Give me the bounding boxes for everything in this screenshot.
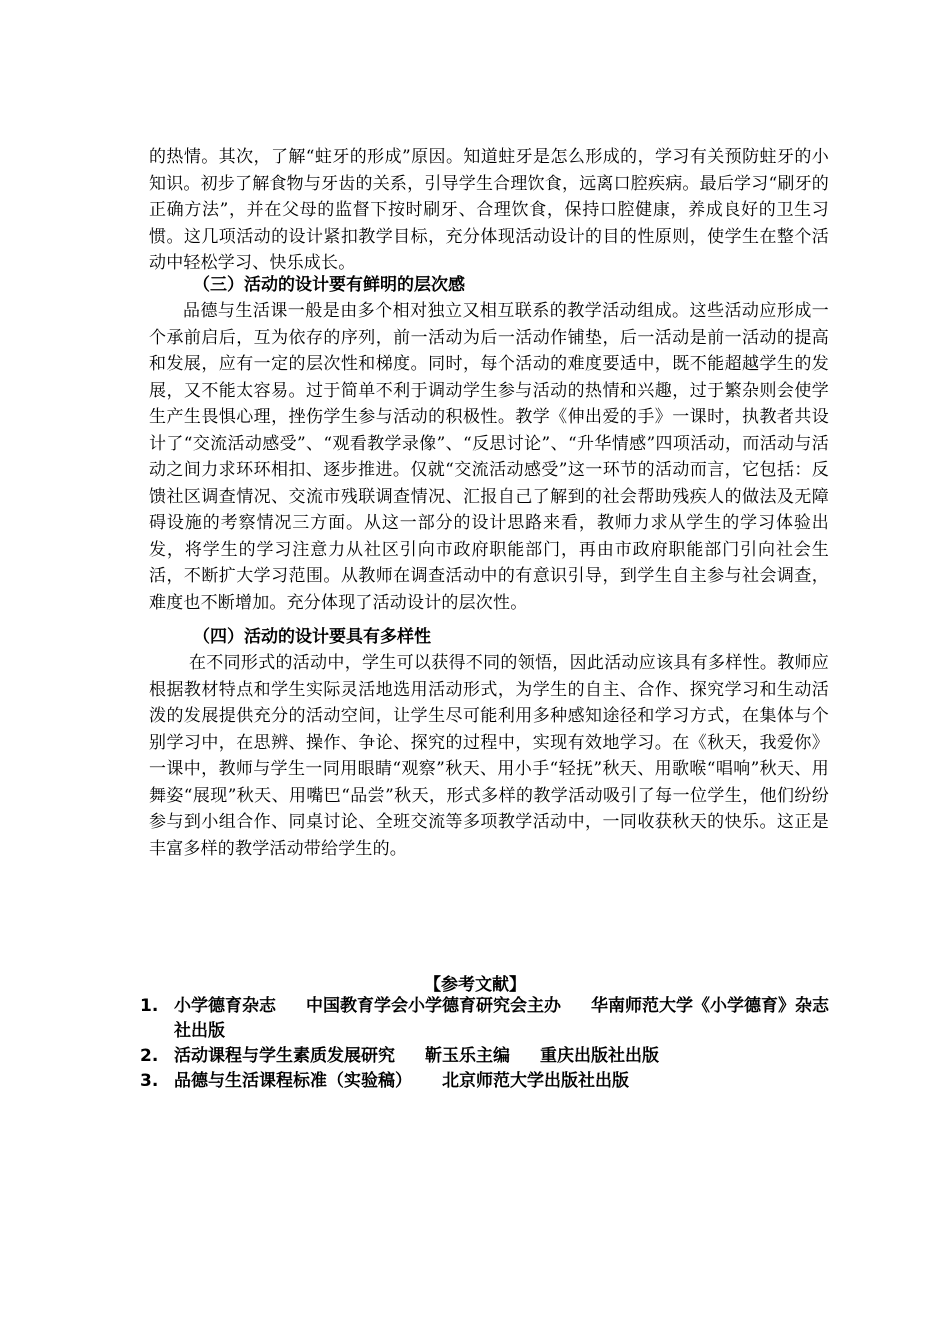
reference-text	[174, 994, 840, 1044]
reference-number: 1.	[140, 996, 159, 1016]
paragraph: 的热情。其次，了解“蛀牙的形成”原因。知道蛀牙是怎么形成的，学习有关预防蛀牙的小知识。初步了解食物与牙齿的关系，引导学生合理饮食，远离口腔疾病。最后学习“刷牙的正确方法”，并在父母的监督下按时刷牙、合理饮食，保持口腔健康，养成良好的卫生习惯。这几项活动的设计紧扣教学目标，充分体现活动设计的目的性原则，使学生在整个活动中轻松学习、快乐成长。	[149, 147, 829, 273]
reference-publisher: 华南师范大学《小学德育》杂志社出版	[174, 996, 829, 1041]
reference-publisher: 重庆出版社出版	[540, 1046, 659, 1066]
reference-publisher: 北京师范大学出版社出版	[442, 1071, 629, 1091]
references-list	[140, 994, 840, 1094]
paragraph: 品德与生活课一般是由多个相对独立又相互联系的教学活动组成。这些活动应形成一个承前启后，互为依存的序列，前一活动为后一活动作铺垫，后一活动是前一活动的提高和发展，应有一定的层次性和梯度。同时，每个活动的难度要适中，既不能超越学生的发展，又不能太容易。过于简单不利于调动学生参与活动的热情和兴趣，过于繁杂则会使学生产生畏惧心理，挫伤学生参与活动的积极性。教学《伸出爱的手》一课时，执教者共设计了“交流活动感受”、“观看教学录像”、“反思讨论”、“升华情感”四项活动，而活动与活动之间力求环环相扣、逐步推进。仅就“交流活动感受”这一环节的活动而言，它包括：反馈社区调查情况、交流市残联调查情况、汇报自己了解到的社会帮助残疾人的做法及无障碍设施的考察情况三方面。从这一部分的设计思路来看，教师力求从学生的学习体验出发，将学生的学习注意力从社区引向市政府职能部门，再由市政府职能部门引向社会生活，不断扩大学习范围。从教师在调查活动中的有意识引导，到学生自主参与社会调查，难度也不断增加。充分体现了活动设计的层次性。	[149, 301, 829, 613]
reference-publisher: 中国教育学会小学德育研究会主办	[306, 996, 561, 1016]
section-heading: （三）活动的设计要有鲜明的层次感	[193, 275, 465, 295]
reference-item	[140, 1069, 840, 1094]
reference-author: 靳玉乐主编	[425, 1046, 510, 1066]
reference-item	[140, 1044, 840, 1069]
reference-item	[140, 994, 840, 1044]
reference-text	[174, 1044, 840, 1069]
references-title: 【参考文献】	[424, 975, 526, 995]
paragraph: 在不同形式的活动中，学生可以获得不同的领悟，因此活动应该具有多样性。教师应根据教材特点和学生实际灵活地选用活动形式，为学生的自主、合作、探究学习和生动活泼的发展提供充分的活动空间，让学生尽可能利用多种感知途径和学习方式，在集体与个别学习中，在思辨、操作、争论、探究的过程中，实现有效地学习。在《秋天，我爱你》一课中，教师与学生一同用眼睛“观察”秋天、用小手“轻抚”秋天、用歌喉“唱响”秋天、用舞姿“展现”秋天、用嘴巴“品尝”秋天，形式多样的教学活动吸引了每一位学生，他们纷纷参与到小组合作、同桌讨论、全班交流等多项教学活动中，一同收获秋天的快乐。这正是丰富多样的教学活动带给学生的。	[149, 653, 829, 859]
reference-title: 品德与生活课程标准（实验稿）	[174, 1071, 412, 1091]
reference-number: 3.	[140, 1071, 159, 1091]
reference-title: 活动课程与学生素质发展研究	[174, 1046, 395, 1066]
reference-title: 小学德育杂志	[174, 996, 276, 1016]
section-heading: （四）活动的设计要具有多样性	[193, 627, 431, 647]
reference-number: 2.	[140, 1046, 159, 1066]
reference-text	[174, 1069, 840, 1094]
